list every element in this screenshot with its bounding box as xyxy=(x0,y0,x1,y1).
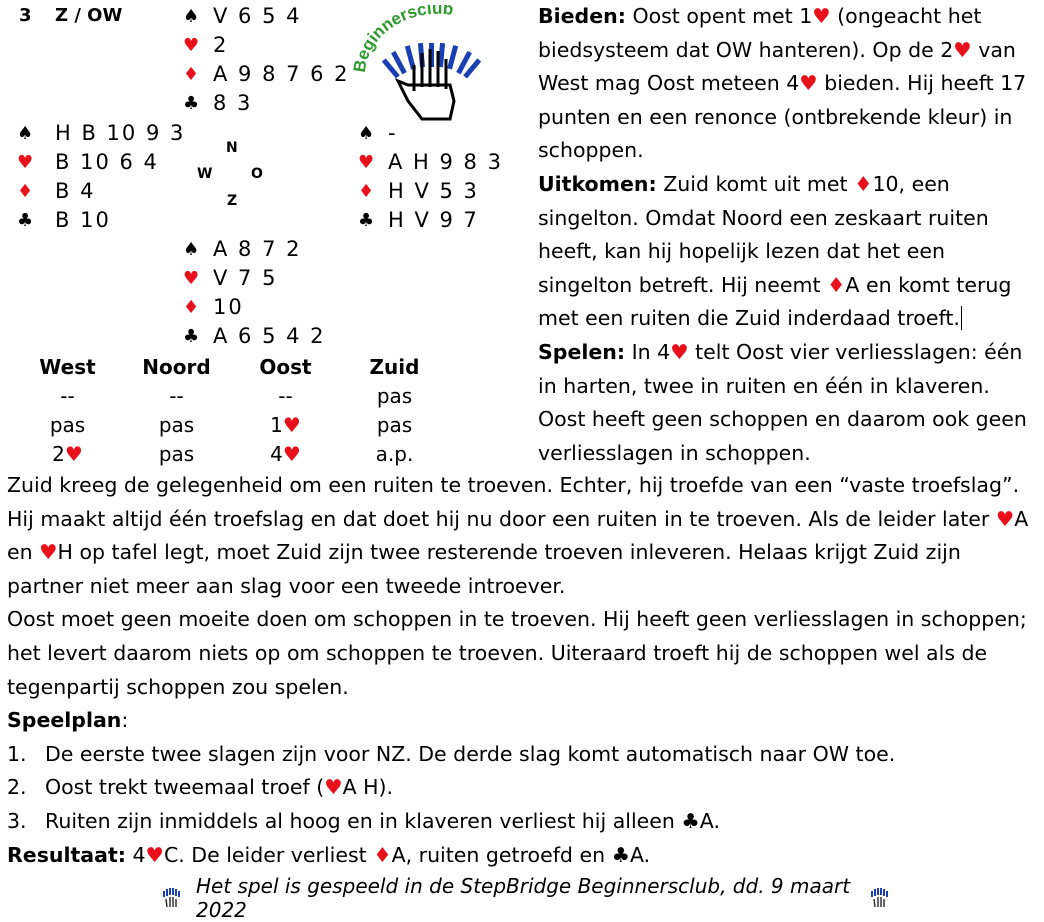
text: C. De leider verliest xyxy=(163,842,374,867)
paragraph-2: Oost moet geen moeite doen om schoppen in te troeven. Hij heeft geen verliesslagen in schoppen; het levert daarom niets op om schoppen te troeven. Uiteraard troeft hij de schoppen wel als de tegenpartij schoppen zou spelen. xyxy=(7,607,1027,699)
diamond-icon: ♦ xyxy=(854,171,873,196)
heart-icon: ♥ xyxy=(282,441,301,466)
footer xyxy=(160,874,890,922)
bieden-paragraph xyxy=(538,0,1038,168)
north-hearts: 2 xyxy=(213,33,229,57)
west-diamonds: B 4 xyxy=(55,179,96,203)
list-number: 3. xyxy=(7,808,27,833)
bidding-row xyxy=(13,439,449,468)
heart-icon: ♥ xyxy=(812,4,831,28)
bieden-label: Bieden: xyxy=(538,4,626,28)
club-icon: ♣ xyxy=(17,210,36,231)
speelplan-label: Speelplan xyxy=(7,708,122,733)
bid-level: 4 xyxy=(270,441,283,466)
bid-header-east: Oost xyxy=(259,354,312,379)
bid-cell: -- xyxy=(60,383,75,408)
west-spades: H B 10 9 3 xyxy=(55,121,186,145)
list-text: De eerste twee slagen zijn voor NZ. De derde slag komt automatisch naar OW toe. xyxy=(45,741,896,766)
club-icon: ♣ xyxy=(681,808,700,833)
heart-icon: ♥ xyxy=(145,842,164,867)
heart-icon: ♥ xyxy=(953,37,972,62)
heart-icon: ♥ xyxy=(39,540,58,565)
paragraph-1 xyxy=(7,469,1041,603)
spade-icon: ♠ xyxy=(17,123,36,144)
text: A. xyxy=(629,842,651,867)
text: In 4 xyxy=(625,339,671,364)
compass-north: N xyxy=(226,140,238,156)
diamond-icon: ♦ xyxy=(183,297,202,318)
heart-icon: ♥ xyxy=(17,152,36,173)
bid-level: 1 xyxy=(270,412,283,437)
heart-icon: ♥ xyxy=(183,35,202,56)
south-diamonds: 10 xyxy=(213,295,244,319)
text: A en komt terug met een ruiten die Zuid inderdaad troeft. xyxy=(538,272,1012,331)
analysis-column xyxy=(538,0,1038,470)
bid-level: 2 xyxy=(52,441,65,466)
west-hand xyxy=(17,119,185,235)
north-spades: V 6 5 4 xyxy=(213,4,302,28)
south-spades: A 8 7 2 xyxy=(213,237,302,261)
bid-header-west: West xyxy=(39,354,96,379)
diamond-icon: ♦ xyxy=(183,64,202,85)
text: van West mag Oost meteen 4 xyxy=(538,37,1016,96)
spade-icon: ♠ xyxy=(358,123,377,144)
hand-logo-icon xyxy=(160,887,182,909)
list-item xyxy=(7,771,1041,805)
text: A, ruiten getroefd en xyxy=(391,842,612,867)
south-clubs: A 6 5 4 2 xyxy=(213,324,326,348)
bid-cell: pas xyxy=(376,412,413,437)
south-hearts: V 7 5 xyxy=(213,266,278,290)
spade-icon: ♠ xyxy=(183,239,202,260)
west-clubs: B 10 xyxy=(55,208,111,232)
north-hand xyxy=(183,2,350,118)
bid-cell: -- xyxy=(278,383,293,408)
text-cursor xyxy=(961,306,962,330)
diamond-icon: ♦ xyxy=(373,842,392,867)
spelen-paragraph xyxy=(538,336,1038,470)
bid-cell xyxy=(231,410,340,439)
club-icon: ♣ xyxy=(358,210,377,231)
east-hearts: A H 9 8 3 xyxy=(388,150,503,174)
list-text: A H). xyxy=(342,775,394,800)
bid-cell: pas xyxy=(49,412,86,437)
resultaat-paragraph xyxy=(7,839,1041,873)
bidding-header-row xyxy=(13,352,449,381)
club-icon: ♣ xyxy=(183,93,202,114)
text: Zuid kreeg de gelegenheid om een ruiten te troeven. Echter, hij troefde van een “vaste troefslag”. Hij maakt altijd één troefslag en dat doet hij nu door een ruiten in te troeven. Als de leider later xyxy=(7,473,1020,531)
text: Oost opent met 1 xyxy=(625,4,813,28)
heart-icon: ♥ xyxy=(995,506,1015,531)
diamond-icon: ♦ xyxy=(827,272,846,297)
spelen-label: Spelen: xyxy=(538,339,626,364)
beginnersclub-logo xyxy=(350,5,520,123)
uitkomen-paragraph xyxy=(538,168,1038,336)
bidding-row xyxy=(13,410,449,439)
heart-icon: ♥ xyxy=(64,441,83,466)
heart-icon: ♥ xyxy=(358,152,377,173)
bid-cell xyxy=(231,439,340,468)
footer-text: Het spel is gespeeld in de StepBridge Beginnersclub, dd. 9 maart 2022 xyxy=(196,874,851,922)
bid-cell: -- xyxy=(169,383,184,408)
east-clubs: H V 9 7 xyxy=(388,208,479,232)
list-text: A. xyxy=(699,808,720,833)
heart-icon: ♥ xyxy=(282,412,301,437)
bid-cell: pas xyxy=(158,412,195,437)
bid-cell: pas xyxy=(158,441,195,466)
compass-east: O xyxy=(251,166,263,182)
bidding-table xyxy=(13,352,449,468)
bid-cell: pas xyxy=(376,383,413,408)
dealer-vulnerability: Z / OW xyxy=(55,5,123,26)
uitkomen-label: Uitkomen: xyxy=(538,171,657,196)
compass-south: Z xyxy=(227,193,238,209)
north-clubs: 8 3 xyxy=(213,91,253,115)
west-hearts: B 10 6 4 xyxy=(55,150,159,174)
bid-cell: a.p. xyxy=(375,441,414,466)
north-diamonds: A 9 8 7 6 2 xyxy=(213,62,350,86)
compass-west: W xyxy=(197,166,213,182)
logo-text: Beginnersclub xyxy=(350,5,455,74)
bid-header-south: Zuid xyxy=(369,354,420,379)
text: (ongeacht het biedsysteem dat OW hanteren). Op de 2 xyxy=(538,4,982,62)
east-diamonds: H V 5 3 xyxy=(388,179,479,203)
text: : xyxy=(121,708,129,733)
bid-header-north: Noord xyxy=(142,354,211,379)
east-hand xyxy=(358,119,503,235)
body-text xyxy=(7,469,1041,872)
heart-icon: ♥ xyxy=(324,775,343,800)
club-icon: ♣ xyxy=(183,326,202,347)
hand-logo-icon xyxy=(868,887,890,909)
list-item xyxy=(7,805,1041,839)
bidding-row xyxy=(13,381,449,410)
diamond-icon: ♦ xyxy=(17,181,36,202)
list-text: Ruiten zijn inmiddels al hoog en in klaveren verliest hij alleen xyxy=(45,808,682,833)
list-number: 1. xyxy=(7,741,27,766)
text: bieden. Hij heeft 17 punten en een renonce (ontbrekende kleur) in schoppen. xyxy=(538,71,1027,163)
spade-icon: ♠ xyxy=(183,6,202,27)
list-item xyxy=(7,738,1041,772)
diamond-icon: ♦ xyxy=(358,181,377,202)
east-spades: - xyxy=(388,121,398,145)
heart-icon: ♥ xyxy=(670,339,689,364)
south-hand xyxy=(183,235,326,351)
text: 4 xyxy=(125,842,146,867)
board-number: 3 xyxy=(19,5,32,26)
resultaat-label: Resultaat: xyxy=(7,842,126,867)
bid-cell xyxy=(13,439,122,468)
text: telt Oost vier verliesslagen: één in harten, twee in ruiten en één in klaveren. Oost heeft geen schoppen en daarom ook geen verliesslagen in schoppen. xyxy=(538,339,1027,465)
text: A en xyxy=(7,506,1029,565)
heart-icon: ♥ xyxy=(183,268,202,289)
heart-icon: ♥ xyxy=(799,71,818,96)
text: Zuid komt uit met xyxy=(656,171,855,196)
text: H op tafel legt, moet Zuid zijn twee resterende troeven inleveren. Helaas krijgt Zuid zijn partner niet meer aan slag voor een tweede introever. xyxy=(7,540,961,598)
text: 10, een singelton. Omdat Noord een zeskaart ruiten heeft, kan hij hopelijk lezen dat het een singelton betreft. Hij neemt xyxy=(538,171,989,297)
list-number: 2. xyxy=(7,775,27,800)
speelplan-heading xyxy=(7,704,1041,738)
club-icon: ♣ xyxy=(611,842,630,867)
list-text: Oost trekt tweemaal troef ( xyxy=(45,775,325,800)
